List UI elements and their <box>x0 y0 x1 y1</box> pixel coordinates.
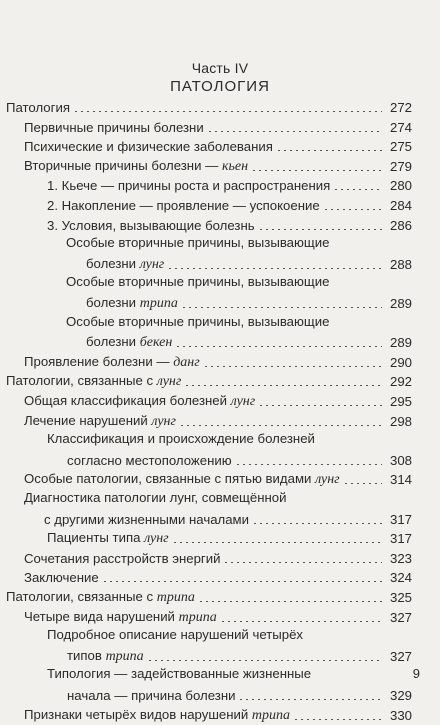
toc-entry-title <box>47 529 169 548</box>
toc-entry-title-text: начала — причина болезни <box>67 688 236 703</box>
dot-leader <box>147 660 382 661</box>
toc-entry[interactable] <box>86 293 412 313</box>
toc-entry-title-text: Первичные причины болезни <box>24 119 204 135</box>
toc-entry-page: 317 <box>389 531 412 547</box>
toc-entry[interactable] <box>6 97 412 117</box>
dot-leader <box>258 405 382 406</box>
toc-entry-title-italic: данг <box>173 354 200 370</box>
dot-leader <box>207 131 382 132</box>
dot-leader <box>235 464 382 465</box>
part-label: Часть IV <box>191 60 249 76</box>
toc-entry-title <box>86 255 164 274</box>
toc-entry-first-line: Особые вторичные причины, вызывающие <box>66 235 330 251</box>
toc-entry[interactable] <box>44 509 412 529</box>
toc-entry-page: 289 <box>389 335 412 351</box>
dot-leader <box>238 699 382 700</box>
toc-entry-title-italic: лунг <box>139 256 165 272</box>
dot-leader <box>252 523 382 524</box>
toc-entry-title <box>24 157 248 176</box>
toc-entry-page: 327 <box>389 648 412 664</box>
toc-entry[interactable] <box>24 136 412 156</box>
toc-entry-title <box>24 353 200 372</box>
toc-entry-title <box>67 647 144 666</box>
toc-entry[interactable] <box>67 685 412 705</box>
dot-leader <box>175 346 382 347</box>
toc-entry-title <box>24 119 204 137</box>
toc-entry-title-text: согласно местоположению <box>67 452 232 468</box>
toc-entry-title <box>24 569 99 587</box>
dot-leader <box>167 268 382 269</box>
toc-entry[interactable] <box>24 156 412 176</box>
dot-leader <box>220 621 382 622</box>
toc-entry[interactable] <box>67 450 412 470</box>
toc-entry-title-text: болезни <box>86 334 140 350</box>
toc-entry-title-italic: трипа <box>156 590 195 605</box>
toc-entry-title-text: Психические и физические заболевания <box>24 139 273 155</box>
toc-entry-page: 298 <box>389 413 412 429</box>
toc-entry-title <box>86 294 178 313</box>
toc-entry-title-text: болезни <box>86 255 140 271</box>
toc-entry-page: 292 <box>389 374 412 390</box>
toc-entry-page: 314 <box>389 472 412 488</box>
toc-entry[interactable] <box>24 117 412 137</box>
toc-entry-page: 308 <box>389 452 412 468</box>
dot-leader <box>343 483 382 484</box>
toc-entry-title-italic: трипа <box>251 707 291 723</box>
dot-leader <box>102 581 382 582</box>
toc-entry-first-line: Типология — задействованные жизненные <box>47 666 312 682</box>
toc-entry-title-text: Сочетания расстройств энергий <box>24 550 221 566</box>
part-title: ПАТОЛОГИЯ <box>170 78 270 95</box>
toc-entry[interactable] <box>47 175 412 195</box>
dot-leader <box>276 150 382 151</box>
toc-entry-first-line: Особые вторичные причины, вызывающие <box>66 274 330 290</box>
toc-entry[interactable] <box>24 607 412 627</box>
toc-entry[interactable] <box>47 215 412 235</box>
toc-entry-title-italic: лунг <box>315 472 340 488</box>
toc-entry-title-text: Вторичные причины болезни — <box>24 157 222 173</box>
dot-leader <box>323 209 382 210</box>
toc-entry-first-line: Диагностика патологии лунг, совмещённой <box>24 490 287 505</box>
page-number: 9 <box>412 666 420 681</box>
toc-entry[interactable] <box>24 469 412 489</box>
toc-entry[interactable] <box>24 705 412 725</box>
toc-entry-title-text: Патология <box>6 100 70 115</box>
toc-entry[interactable] <box>86 254 412 274</box>
dot-leader <box>73 111 382 112</box>
toc-entry-title <box>6 588 195 607</box>
toc-entry-title <box>24 608 217 627</box>
toc-entry[interactable] <box>24 411 412 431</box>
toc-entry-title <box>6 372 181 391</box>
toc-entry-title-italic: трипа <box>178 609 217 625</box>
toc-entry-page: 290 <box>389 354 412 370</box>
toc-entry-title <box>6 99 70 117</box>
toc-entry[interactable] <box>24 567 412 587</box>
toc-entry-page: 286 <box>389 217 412 233</box>
toc-entry-title <box>44 511 249 529</box>
toc-entry[interactable] <box>6 587 412 607</box>
toc-entry-page: 274 <box>389 119 412 135</box>
toc-entry-page: 324 <box>389 570 412 586</box>
dot-leader <box>293 719 382 720</box>
toc-entry-first-line: Подробное описание нарушений четырёх <box>47 627 304 643</box>
toc-entry-title-text: Признаки четырёх видов нарушений <box>24 706 252 722</box>
toc-entry[interactable] <box>24 352 412 372</box>
toc-entry-title-italic: лунг <box>144 531 169 547</box>
toc-entry-title-italic: бекен <box>139 335 173 351</box>
dot-leader <box>251 170 382 171</box>
toc-entry-title-text: Пациенты типа <box>47 530 145 546</box>
toc-entry[interactable] <box>86 332 412 352</box>
toc-entry-title-italic: лунг <box>156 374 182 390</box>
dot-leader <box>181 307 382 308</box>
toc-entry-page: 272 <box>389 100 412 115</box>
toc-entry-page: 280 <box>389 178 412 194</box>
toc-entry-title <box>67 452 232 470</box>
toc-entry-title <box>86 333 172 352</box>
toc-entry-page: 325 <box>389 590 412 605</box>
toc-entry-title-italic: трипа <box>139 296 178 311</box>
dot-leader <box>203 366 382 367</box>
toc-entry[interactable] <box>24 548 412 568</box>
toc-entry-title <box>47 217 255 235</box>
dot-leader <box>258 229 382 230</box>
toc-entry[interactable] <box>24 391 412 411</box>
toc-entry-title-text: Проявление болезни — <box>24 353 174 369</box>
toc-entry-title-text: 2. Накопление — проявление — успокоение <box>47 198 320 213</box>
dot-leader <box>184 385 382 386</box>
dot-leader <box>172 542 382 543</box>
toc-entry-title-italic: кьен <box>221 158 249 174</box>
toc-entry-title-italic: лунг <box>230 394 256 409</box>
toc-entry-title <box>47 197 320 215</box>
toc-entry-title-text: Патологии, связанные с <box>6 589 157 604</box>
toc-entry-title <box>24 392 255 411</box>
toc-entry-title-text: Заключение <box>24 570 99 586</box>
toc-entry-title <box>47 177 330 195</box>
toc-entry-title-italic: трипа <box>105 648 144 664</box>
toc-entry-page: 275 <box>389 139 412 155</box>
toc-entry-title-text: типов <box>67 647 106 663</box>
toc-entry-page: 329 <box>389 688 412 703</box>
toc-entry-first-line: Особые вторичные причины, вызывающие <box>66 313 330 329</box>
toc-entry[interactable] <box>47 195 412 215</box>
toc-entry-title-text: Патологии, связанные с <box>6 373 157 389</box>
toc-entry-first-line: Классификация и происхождение болезней <box>47 431 315 447</box>
toc-entry-title-text: Особые патологии, связанные с пятью видами <box>24 471 316 487</box>
toc-entry-page: 330 <box>389 707 412 723</box>
dot-leader <box>223 562 382 563</box>
toc-entry-title-text: Общая классификация болезней <box>24 393 231 408</box>
toc-entry-title-italic: лунг <box>151 413 176 429</box>
toc-entry-page: 327 <box>389 609 412 625</box>
toc-entry-title <box>24 138 273 156</box>
toc-entry-title <box>24 412 176 431</box>
toc-entry-title-text: 3. Условия, вызывающие болезнь <box>47 217 255 233</box>
toc-entry-title-text: Лечение нарушений <box>24 412 152 428</box>
toc-entry-page: 279 <box>389 158 412 174</box>
dot-leader <box>179 425 382 426</box>
toc-entry-title-text: 1. Кьече — причины роста и распространения <box>47 178 331 194</box>
dot-leader <box>198 601 382 602</box>
toc-entry-title <box>67 687 235 705</box>
toc-entry-page: 288 <box>389 256 412 272</box>
toc-entry-title <box>24 550 220 568</box>
toc-entry-page: 317 <box>389 511 412 527</box>
toc-entry-title-text: Четыре вида нарушений <box>24 608 179 624</box>
toc-entry-title <box>24 470 340 489</box>
toc-entry-title-text: с другими жизненными началами <box>44 511 249 527</box>
dot-leader <box>333 189 382 190</box>
toc-entry-page: 289 <box>389 296 412 311</box>
toc-entry[interactable] <box>67 646 412 666</box>
toc-entry-title-text: болезни <box>86 295 140 310</box>
toc-entry-title <box>24 706 290 725</box>
toc-entry-page: 295 <box>389 394 412 409</box>
toc-entry[interactable] <box>6 371 412 391</box>
toc-entry[interactable] <box>47 528 412 548</box>
toc-entry-page: 284 <box>389 198 412 213</box>
toc-entry-page: 323 <box>389 550 412 566</box>
